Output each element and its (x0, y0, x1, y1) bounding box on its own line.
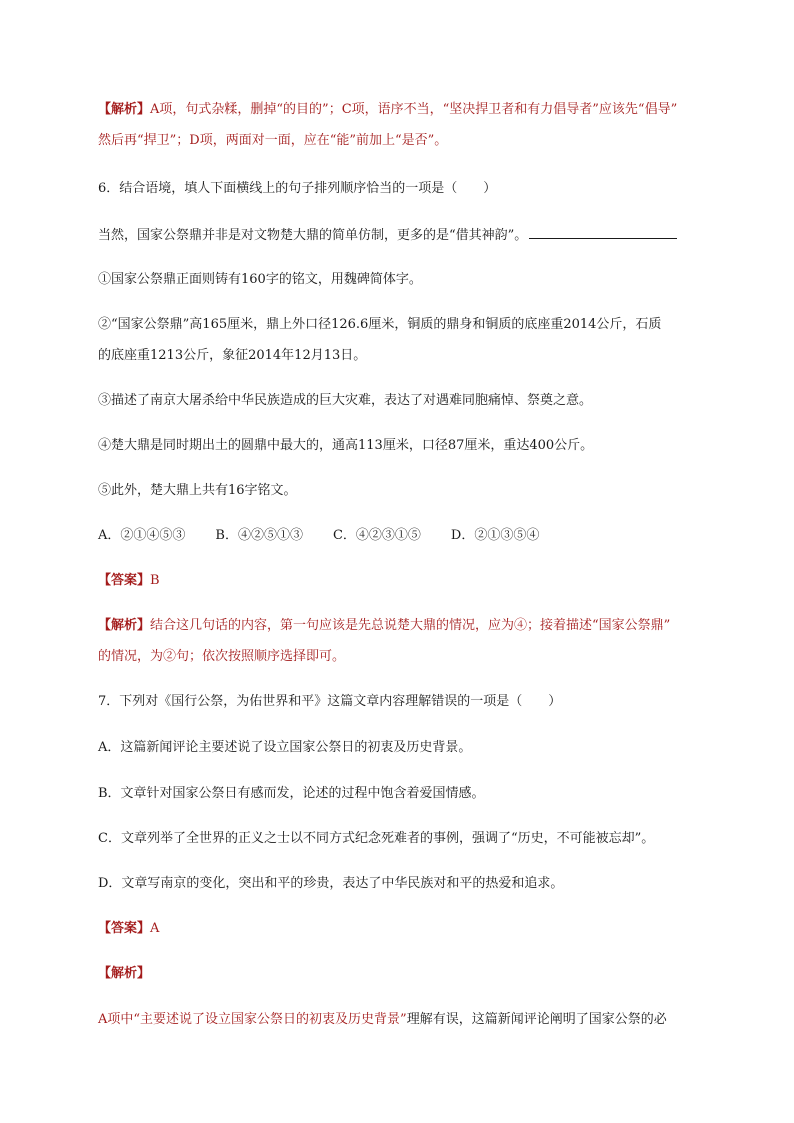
q6-analysis-line2: 的情况，为②句；依次按照顺序选择即可。 (98, 649, 346, 664)
q6-answer-value: B (150, 573, 160, 588)
q6-option-c: C．④②③①⑤ (332, 528, 421, 543)
q7-option-c: C．文章列举了全世界的正义之士以不同方式纪念死难者的事例，强调了“历史，不可能被忘却”。 (98, 831, 655, 846)
q6-context-text: 当然，国家公祭鼎并非是对文物楚大鼎的简单仿制，更多的是“借其神韵”。 (98, 228, 528, 243)
q7-analysis-quote: “主要述说了设立国家公祭日的初衷及历史背景” (133, 1012, 407, 1027)
q7-answer (98, 920, 159, 938)
q6-answer-blank (529, 226, 677, 239)
q7-option-d: D．文章写南京的变化，突出和平的珍贵，表达了中华民族对和平的热爱和追求。 (98, 876, 564, 891)
q6-sentence-2-line1: ②“国家公祭鼎”高165厘米，鼎上外口径126.6厘米，铜质的鼎身和铜质的底座重2014公斤，石质 (98, 317, 662, 332)
q6-option-b: B．④②⑤①③ (215, 528, 303, 543)
q6-sentence-1: ①国家公祭鼎正面则铸有160字的铭文，用魏碑简体字。 (98, 272, 422, 287)
q6-answer (98, 572, 160, 590)
q7-answer-tag: 【答案】 (98, 921, 151, 936)
q7-option-a: A．这篇新闻评论主要述说了设立国家公祭日的初衷及历史背景。 (98, 740, 472, 755)
q7-analysis-line1 (98, 1011, 667, 1029)
q6-analysis-tag: 【解析】 (98, 618, 151, 633)
q7-analysis-tag: 【解析】 (98, 966, 151, 981)
q6-answer-tag: 【答案】 (98, 573, 151, 588)
q6-options (98, 527, 569, 545)
q6-stem: 6．结合语境，填人下面横线上的句子排列顺序恰当的一项是（ ） (98, 181, 497, 196)
q6-analysis-line1 (98, 617, 670, 635)
q7-analysis-heading (98, 965, 150, 983)
q6-sentence-3: ③描述了南京大屠杀给中华民族造成的巨大灾难，表达了对遇难同胞痛悼、祭奠之意。 (98, 393, 593, 408)
q6-sentence-5: ⑤此外，楚大鼎上共有16字铭文。 (98, 483, 297, 498)
q5-analysis-tag: 【解析】 (98, 102, 151, 117)
q6-sentence-4: ④楚大鼎是同时期出土的圆鼎中最大的，通高113厘米，口径87厘米，重达400公斤。 (98, 438, 594, 453)
q6-sentence-2-line2: 的底座重1213公斤，象征2014年12月13日。 (98, 348, 367, 363)
q5-analysis-line1 (98, 101, 677, 119)
q7-analysis-rest: 理解有误，这篇新闻评论阐明了国家公祭的必 (406, 1012, 667, 1027)
q6-analysis-text1: 结合这几句话的内容，第一句应该是先总说楚大鼎的情况，应为④；接着描述“国家公祭鼎” (150, 618, 671, 633)
q6-option-a: A．②①④⑤③ (98, 528, 186, 543)
q7-analysis-prefix: A项中 (98, 1012, 134, 1027)
q7-answer-value: A (150, 921, 160, 936)
q7-stem: 7．下列对《国行公祭，为佑世界和平》这篇文章内容理解错误的一项是（ ） (98, 694, 562, 709)
q6-option-d: D．②①③⑤④ (450, 528, 540, 543)
q5-analysis-text1: A项，句式杂糅，删掉“的目的”；C项，语序不当，“坚决捍卫者和有力倡导者”应该先“倡导” (150, 102, 678, 117)
q7-option-b: B．文章针对国家公祭日有感而发，论述的过程中饱含着爱国情感。 (98, 786, 485, 801)
q6-context (98, 226, 677, 245)
q5-analysis-line2: 然后再“捍卫”；D项，两面对一面，应在“能”前加上“是否”。 (98, 133, 448, 148)
